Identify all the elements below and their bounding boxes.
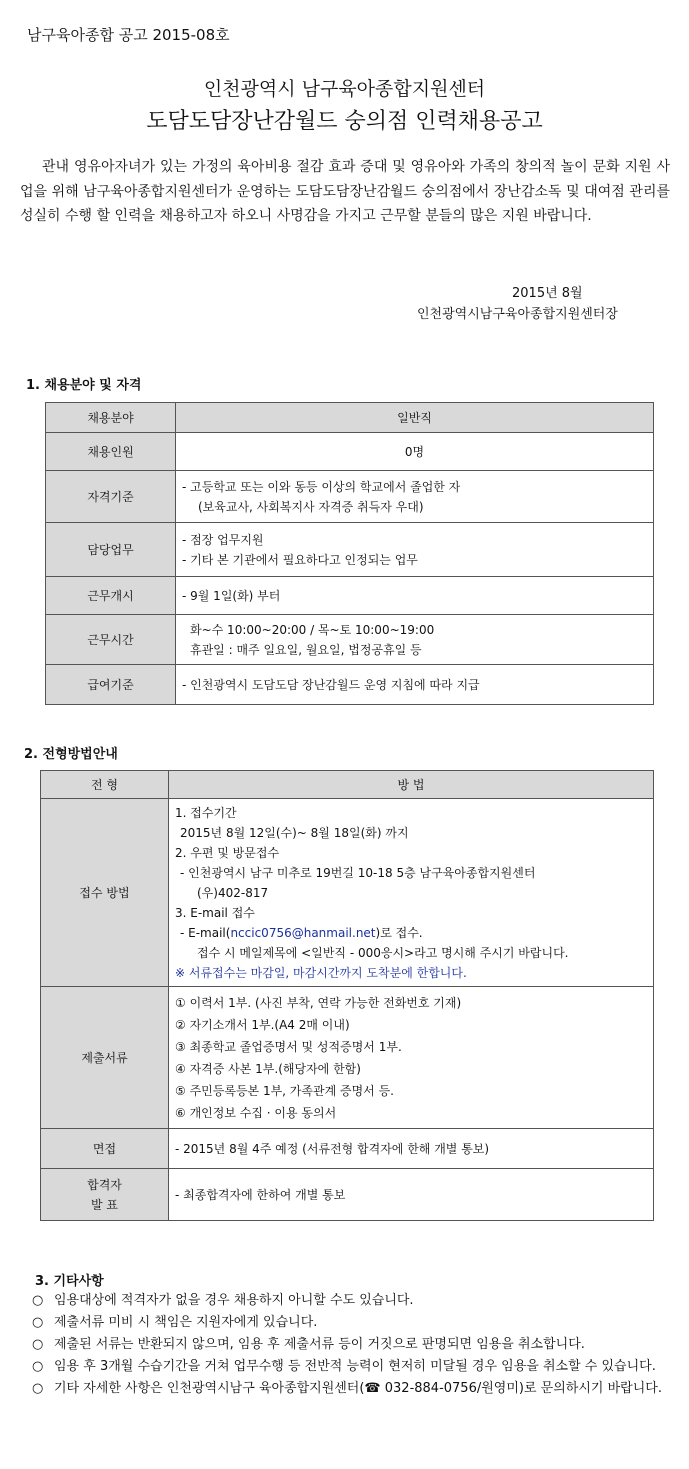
signer: 인천광역시남구육아종합지원센터장 — [417, 307, 618, 322]
reception-line: 2015년 8월 12일(수)~ 8월 18일(화) 까지 — [180, 825, 409, 840]
value-line: - 고등학교 또는 이와 동등 이상의 학교에서 졸업한 자 — [182, 479, 461, 494]
selection-table — [40, 770, 654, 1221]
document-item: ⑥ 개인정보 수집 · 이용 동의서 — [175, 1105, 337, 1120]
list-item — [32, 1334, 672, 1356]
table-row — [46, 523, 654, 577]
list-item-text: 제출서류 미비 시 책임은 지원자에게 있습니다. — [54, 1315, 318, 1330]
row-value — [176, 471, 654, 523]
row-value — [176, 523, 654, 577]
email-link[interactable]: nccic0756@hanmail.net — [230, 925, 376, 940]
bullet-icon: ○ — [32, 1337, 44, 1352]
header-label: 채용분야 — [46, 403, 176, 433]
reception-line: - 인천광역시 남구 미추로 19번길 10-18 5층 남구육아종합지원센터 — [180, 865, 536, 880]
reception-line: (우)402-817 — [197, 885, 269, 900]
list-item-text: 기타 자세한 사항은 인천광역시남구 육아종합지원센터(☎ 032-884-0756/원영미)로 문의하시기 바랍니다. — [54, 1381, 662, 1396]
bullet-icon: ○ — [32, 1315, 44, 1330]
announce-label — [41, 1169, 169, 1221]
page-title: 도담도담장난감월드 숭의점 인력채용공고 — [146, 109, 543, 134]
reception-line: 3. E-mail 접수 — [175, 905, 255, 920]
reception-line: 1. 접수기간 — [175, 805, 237, 820]
notice-date: 2015년 8월 — [512, 286, 583, 301]
section2-heading: 2. 전형방법안내 — [24, 747, 118, 762]
header-col2: 방 법 — [169, 771, 654, 799]
reception-detail — [169, 799, 654, 987]
table-row — [41, 1169, 654, 1221]
bullet-icon: ○ — [32, 1293, 44, 1308]
row-label: 급여기준 — [46, 665, 176, 705]
list-item — [32, 1312, 672, 1334]
email-suffix: )로 접수. — [375, 925, 423, 940]
announce-text: - 최종합격자에 한하여 개별 통보 — [169, 1169, 654, 1221]
value-line: 휴관일 : 매주 일요일, 월요일, 법정공휴일 등 — [190, 642, 422, 657]
section3-heading: 3. 기타사항 — [35, 1274, 104, 1289]
qualification-table — [45, 402, 654, 705]
list-item — [32, 1378, 672, 1400]
row-value — [176, 615, 654, 665]
other-notes-list — [32, 1290, 672, 1400]
table-header-row — [46, 403, 654, 433]
table-row — [41, 1129, 654, 1169]
row-value: 0명 — [176, 433, 654, 471]
reception-line: 접수 시 메일제목에 <일반직 - 000응시>라고 명시해 주시기 바랍니다. — [197, 945, 569, 960]
reception-label: 접수 방법 — [41, 799, 169, 987]
list-item-text: 제출된 서류는 반환되지 않으며, 임용 후 제출서류 등이 거짓으로 판명되면 임용을 취소합니다. — [54, 1337, 585, 1352]
document-item: ③ 최종학교 졸업증명서 및 성적증명서 1부. — [175, 1039, 402, 1054]
list-item-text: 임용대상에 적격자가 없을 경우 채용하지 아니할 수도 있습니다. — [54, 1293, 414, 1308]
row-label: 담당업무 — [46, 523, 176, 577]
document-item: ④ 자격증 사본 1부.(해당자에 한함) — [175, 1061, 361, 1076]
bullet-icon: ○ — [32, 1381, 44, 1396]
announce-label-line: 합격자 — [87, 1177, 122, 1192]
document-item: ① 이력서 1부. (사진 부착, 연락 가능한 전화번호 기재) — [175, 995, 462, 1010]
table-row — [46, 577, 654, 615]
list-item — [32, 1356, 672, 1378]
row-label: 근무개시 — [46, 577, 176, 615]
row-value: - 9월 1일(화) 부터 — [176, 577, 654, 615]
list-item — [32, 1290, 672, 1312]
bullet-icon: ○ — [32, 1359, 44, 1374]
value-line: 화~수 10:00~20:00 / 목~토 10:00~19:00 — [190, 622, 435, 637]
document-item: ② 자기소개서 1부.(A4 2매 이내) — [175, 1017, 350, 1032]
intro-paragraph: 관내 영유아자녀가 있는 가정의 육아비용 절감 효과 증대 및 영유아와 가족의 창의적 놀이 문화 지원 사업을 위해 남구육아종합지원센터가 운영하는 도담도담장난감월드 숭의점에서 장난감소독 및 대여점 관리를 성실히 수행 할 인력을 채용하고자 하오니 사명감을 가지고 근무할 분들의 많은 지원 바랍니다. — [20, 159, 670, 224]
table-row — [46, 615, 654, 665]
row-label: 채용인원 — [46, 433, 176, 471]
email-prefix: - E-mail( — [180, 925, 231, 940]
value-line: (보육교사, 사회복지사 자격증 취득자 우대) — [198, 499, 424, 514]
table-row — [46, 471, 654, 523]
value-line: - 기타 본 기관에서 필요하다고 인정되는 업무 — [182, 552, 418, 567]
documents-label: 제출서류 — [41, 987, 169, 1129]
list-item-text: 임용 후 3개월 수습기간을 거쳐 업무수행 등 전반적 능력이 현저히 미달될 경우 임용을 취소할 수 있습니다. — [54, 1359, 656, 1374]
interview-text: - 2015년 8월 4주 예정 (서류전형 합격자에 한해 개별 통보) — [169, 1129, 654, 1169]
row-value: - 인천광역시 도담도담 장난감월드 운영 지침에 따라 지급 — [176, 665, 654, 705]
header-value: 일반직 — [176, 403, 654, 433]
document-item: ⑤ 주민등록등본 1부, 가족관계 증명서 등. — [175, 1083, 394, 1098]
reception-note: ※ 서류접수는 마감일, 마감시간까지 도착분에 한합니다. — [175, 965, 467, 980]
interview-label: 면접 — [41, 1129, 169, 1169]
value-line: - 점장 업무지원 — [182, 532, 264, 547]
table-row — [41, 987, 654, 1129]
organization-name: 인천광역시 남구육아종합지원센터 — [203, 78, 486, 100]
table-row — [46, 433, 654, 471]
table-row — [46, 665, 654, 705]
row-label: 자격기준 — [46, 471, 176, 523]
header-col1: 전 형 — [41, 771, 169, 799]
announce-label-line: 발 표 — [91, 1197, 118, 1212]
notice-number: 남구육아종합 공고 2015-08호 — [27, 26, 230, 44]
section1-heading: 1. 채용분야 및 자격 — [26, 378, 142, 393]
table-row — [41, 799, 654, 987]
reception-line: 2. 우편 및 방문접수 — [175, 845, 280, 860]
table-header-row — [41, 771, 654, 799]
row-label: 근무시간 — [46, 615, 176, 665]
documents-list — [169, 987, 654, 1129]
email-line — [175, 923, 647, 943]
